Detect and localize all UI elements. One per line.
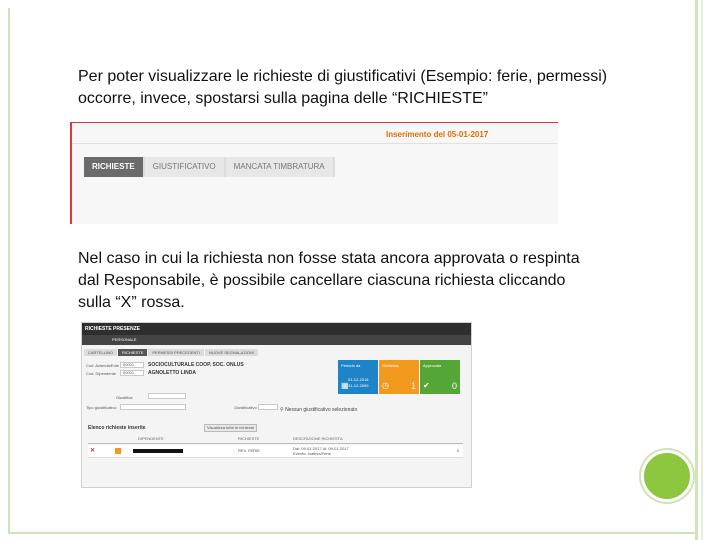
screenshot-richieste-list <box>81 322 472 488</box>
tile-approvata[interactable] <box>420 360 460 394</box>
table-header <box>88 436 463 444</box>
tile-periodo-label: Periodo da <box>341 363 361 368</box>
app-header: RICHIESTE PRESENZE <box>82 323 471 335</box>
tab-richieste[interactable]: RICHIESTE <box>84 157 143 177</box>
row-desc-line1: Dal: 09-01-2017 Al: 09-01-2017 <box>293 446 349 451</box>
row-end-value: 0 <box>456 448 459 453</box>
row-desc-line2: Evento: Inattiva/Ferie <box>293 451 331 456</box>
tab-mancata-timbratura[interactable]: MANCATA TIMBRATURA <box>226 157 333 177</box>
redacted-name <box>133 449 183 453</box>
col-descrizione: DESCRIZIONE RICHIESTA <box>293 436 343 441</box>
screenshot-richieste-tabs <box>70 122 558 224</box>
show-all-button[interactable]: Visualizza tutte le richieste <box>204 424 257 432</box>
field-dipendente[interactable]: 00001 <box>120 370 144 376</box>
insert-date-label: Inserimento del 05-01-2017 <box>386 130 489 139</box>
check-icon: ✔ <box>423 381 430 390</box>
clock-icon: ◷ <box>382 381 389 390</box>
table-title: Elenco richieste inserite <box>88 425 146 431</box>
tile-richiesta[interactable] <box>379 360 419 394</box>
row-status: REV. FERIE <box>238 448 260 453</box>
label-azienda: Cod. Azienda/Ente <box>86 363 120 368</box>
slide-border-right <box>695 0 698 540</box>
search-status-text: Nessun giustificativo selezionato <box>285 407 358 413</box>
col-dipendente: DIPENDENTE <box>138 436 164 441</box>
azienda-name: SOCIOCULTURALE COOP. SOC. ONLUS <box>148 362 244 368</box>
table-row <box>88 445 463 458</box>
tile-richiesta-count: 1 <box>410 381 416 391</box>
dipendente-name: AGNOLETTO LINDA <box>148 370 196 376</box>
decorative-circle <box>641 450 693 502</box>
tab-nuove-segnalazioni[interactable]: NUOVE SEGNALAZIONI <box>205 349 258 356</box>
delete-x-button[interactable]: ✕ <box>90 448 96 454</box>
tab-cartellino[interactable]: CARTELLINO <box>84 349 117 356</box>
calendar-icon: ▦ <box>341 381 349 390</box>
field-azienda[interactable]: 00001 <box>120 362 144 368</box>
tile-periodo <box>338 360 378 394</box>
tile-approvata-count: 0 <box>451 381 457 391</box>
search-icon[interactable]: ⚲ <box>280 407 284 413</box>
app-tabs <box>84 349 259 356</box>
field-giustificativo[interactable] <box>258 404 278 410</box>
col-richieste: RICHIESTE <box>238 436 260 441</box>
personale-tag[interactable]: PERSONALE <box>112 337 137 342</box>
tile-periodo-from: 01-12-2016 <box>348 377 369 382</box>
label-giustificativo: Giustificativo <box>234 405 257 410</box>
divider <box>72 143 558 144</box>
paragraph-richieste: Per poter visualizzare le richieste di giustificativi (Esempio: ferie, permessi) occorre, invece, spostarsi sulla pagina delle “RICHIESTE” <box>78 68 608 107</box>
tab-richieste[interactable]: RICHIESTE <box>118 349 147 356</box>
label-giustifica: Giustifica <box>116 395 133 400</box>
search-status <box>280 407 357 413</box>
tab-giustificativo[interactable]: GIUSTIFICATIVO <box>145 157 224 177</box>
app-subheader <box>82 335 471 345</box>
tile-approvata-label: Approvata <box>423 363 442 368</box>
select-giustifica[interactable] <box>148 393 186 399</box>
tile-richiesta-label: Richiesta <box>382 363 399 368</box>
tab-permessi-precedenti[interactable]: PERMESSI PRECEDENTI <box>148 349 204 356</box>
paragraph-cancellare: Nel caso in cui la richiesta non fosse stata ancora approvata o respinta dal Responsabile, è possibile cancellare ciascuna richiesta cliccando sulla “X” rossa. <box>78 250 580 311</box>
tab-bar <box>84 157 335 177</box>
tile-periodo-to: 31-12-2099 <box>348 383 369 388</box>
select-tipo-giustificativo[interactable] <box>120 404 186 410</box>
label-dipendente: Cod. Dipendente <box>86 371 117 376</box>
slide-border-right-light <box>701 0 703 540</box>
label-tipo-giustificativo: Tipo giustificativo <box>86 405 117 410</box>
status-indicator <box>115 448 121 454</box>
